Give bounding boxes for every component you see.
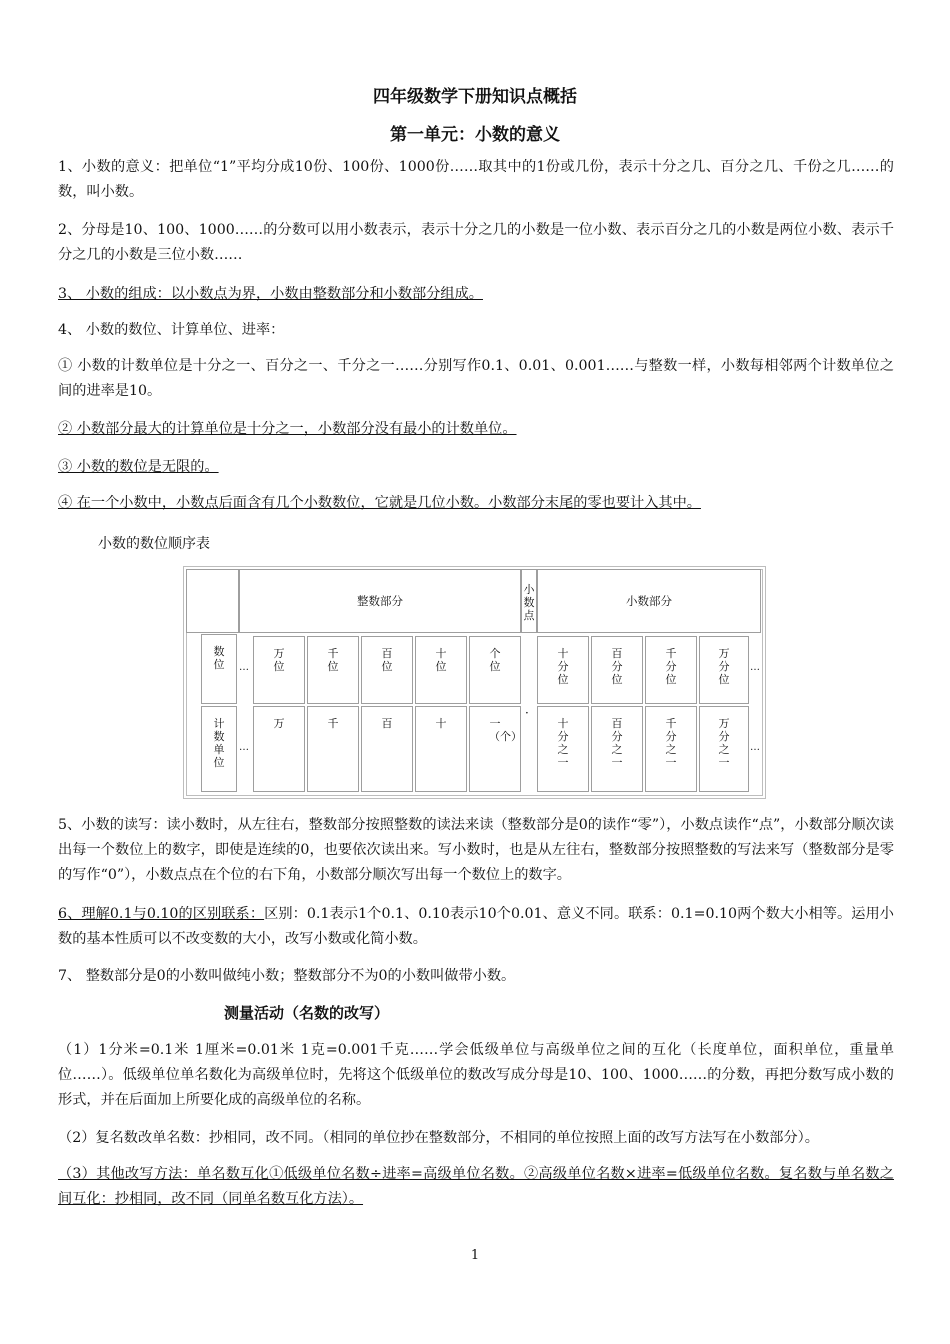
- place-cell: [699, 636, 749, 704]
- decimal-point-dot: ·: [525, 706, 528, 720]
- measure-paragraph-3: （3）其他改写方法：单名数互化①低级单位名数÷进率=高级单位名数。②高级单位名数×进率=低级单位名数。复名数与单名数之间互化：抄相同，改不同（同单名数互化方法）。: [58, 1166, 894, 1207]
- place-cell: [253, 636, 305, 704]
- unit-cell: [699, 706, 749, 792]
- row-label-unit: [201, 706, 237, 792]
- paragraph-2: 2、分母是10、100、1000……的分数可以用小数表示，表示十分之几的小数是一位小数、表示百分之几的小数是两位小数、表示千分之几的小数是三位小数……: [58, 222, 894, 263]
- decimal-point-label: 小数点: [523, 583, 535, 622]
- place-cell: [469, 636, 521, 704]
- place-cell: [591, 636, 643, 704]
- paragraph-3: 3、 小数的组成：以小数点为界，小数由整数部分和小数部分组成。: [58, 286, 483, 302]
- paragraph-6-underlined: 6、理解0.1与0.10的区别联系：: [58, 906, 265, 922]
- place-text: 十位: [435, 647, 447, 673]
- place-text: 千分位: [665, 647, 677, 686]
- place-cell: [307, 636, 359, 704]
- place-text: 百位: [381, 647, 393, 673]
- paragraph-1: 1、小数的意义：把单位“1”平均分成10份、100份、1000份……取其中的1份或几份，表示十分之几、百分之几、千份之几……的数，叫小数。: [58, 159, 894, 200]
- paragraph-6-rest: 区别：0.1表示1个0.1、0.10表示10个0.01、意义不同。联系：0.1=0.10两个数大小相等。运用小数的基本性质可以不改变数的大小，改写小数或化简小数。: [58, 906, 894, 947]
- unit-text: 千分之一: [665, 717, 677, 769]
- row-label-unit-text: 计数单位: [213, 717, 225, 769]
- integer-part-header: 整数部分: [239, 569, 521, 633]
- decimal-point-header: [521, 569, 537, 633]
- unit-text: 百分之一: [611, 717, 623, 769]
- paragraph-4-4: ④ 在一个小数中，小数点后面含有几个小数数位，它就是几位小数。小数部分末尾的零也要计入其中。: [58, 495, 701, 511]
- place-cell: [361, 636, 413, 704]
- unit1-heading: 第一单元：小数的意义: [390, 125, 560, 145]
- dec-ellipsis-row2: …: [750, 742, 759, 753]
- unit-text: 十: [435, 717, 447, 730]
- document-title: 四年级数学下册知识点概括: [373, 87, 577, 107]
- place-cell: [645, 636, 697, 704]
- paragraph-3-wrap: [58, 282, 894, 307]
- place-text: 千位: [327, 647, 339, 673]
- row-label-place: [201, 634, 237, 704]
- unit-cell: [253, 706, 305, 792]
- measure-paragraph-2: （2）复名数改单名数：抄相同，改不同。（相同的单位抄在整数部分，不相同的单位按照上面的改写方法写在小数部分）。: [58, 1130, 819, 1146]
- paragraph-4: 4、 小数的数位、计算单位、进率：: [58, 322, 285, 338]
- unit-cell: [361, 706, 413, 792]
- unit-text: 十分之一: [557, 717, 569, 769]
- unit-cell: [307, 706, 359, 792]
- measure-section-heading: 测量活动（名数的改写）: [224, 1004, 390, 1022]
- unit-cell: [645, 706, 697, 792]
- paragraph-7: 7、 整数部分是0的小数叫做纯小数；整数部分不为0的小数叫做带小数。: [58, 968, 516, 984]
- header-empty-cell: [186, 569, 239, 633]
- unit-text: 一（个）: [489, 717, 522, 743]
- paragraph-4-3: ③ 小数的数位是无限的。: [58, 459, 219, 475]
- place-cell: [537, 636, 589, 704]
- measure-paragraph-1: （1）1分米=0.1米 1厘米=0.01米 1克=0.001千克……学会低级单位与高级单位之间的互化（长度单位，面积单位，重量单位……）。低级单位单名数化为高级单位时，先将这个低级单位的数改写成分母是10、100、1000……的分数，再把分数写成小数的形式，并在后面加上所要化成的高级单位的名称。: [58, 1042, 894, 1108]
- dec-ellipsis-row1: …: [750, 662, 759, 673]
- unit-text: 千: [327, 717, 339, 730]
- unit-cell: [469, 706, 521, 792]
- table-caption: 小数的数位顺序表: [98, 536, 210, 552]
- unit-cell: [591, 706, 643, 792]
- measure-paragraph-3-wrap: [58, 1162, 894, 1212]
- unit-text: 百: [381, 717, 393, 730]
- unit-text: 万: [273, 717, 285, 730]
- paragraph-6: [58, 902, 894, 952]
- paragraph-4-1: ① 小数的计数单位是十分之一、百分之一、千分之一……分别写作0.1、0.01、0.001……与整数一样，小数每相邻两个计数单位之间的进率是10。: [58, 358, 894, 399]
- unit-cell: [415, 706, 467, 792]
- int-ellipsis-row2: …: [239, 742, 248, 753]
- paragraph-4-4-wrap: [58, 491, 894, 516]
- paragraph-4-3-wrap: [58, 455, 894, 480]
- place-text: 十分位: [557, 647, 569, 686]
- decimal-place-table: [183, 566, 766, 799]
- paragraph-4-2-wrap: [58, 417, 894, 442]
- paragraph-4-2: ② 小数部分最大的计算单位是十分之一，小数部分没有最小的计数单位。: [58, 421, 517, 437]
- page-number: 1: [470, 1248, 480, 1263]
- place-text: 个位: [489, 647, 501, 673]
- int-ellipsis-row1: …: [239, 662, 248, 673]
- place-text: 百分位: [611, 647, 623, 686]
- place-cell: [415, 636, 467, 704]
- paragraph-5: 5、小数的读写：读小数时，从左往右，整数部分按照整数的读法来读（整数部分是0的读作“零”），小数点读作“点”，小数部分顺次读出每一个数位上的数字，即使是连续的0，也要依次读出来。写小数时，也是从左往右，整数部分按照整数的写法来写（整数部分是零的写作“0”），小数点点在个位的右下角，小数部分顺次写出每一个数位上的数字。: [58, 817, 894, 883]
- place-text: 万位: [273, 647, 285, 673]
- unit-cell: [537, 706, 589, 792]
- place-text: 万分位: [718, 647, 730, 686]
- decimal-part-header: 小数部分: [537, 569, 761, 633]
- unit-text: 万分之一: [718, 717, 730, 769]
- row-label-place-text: 数位: [213, 645, 225, 671]
